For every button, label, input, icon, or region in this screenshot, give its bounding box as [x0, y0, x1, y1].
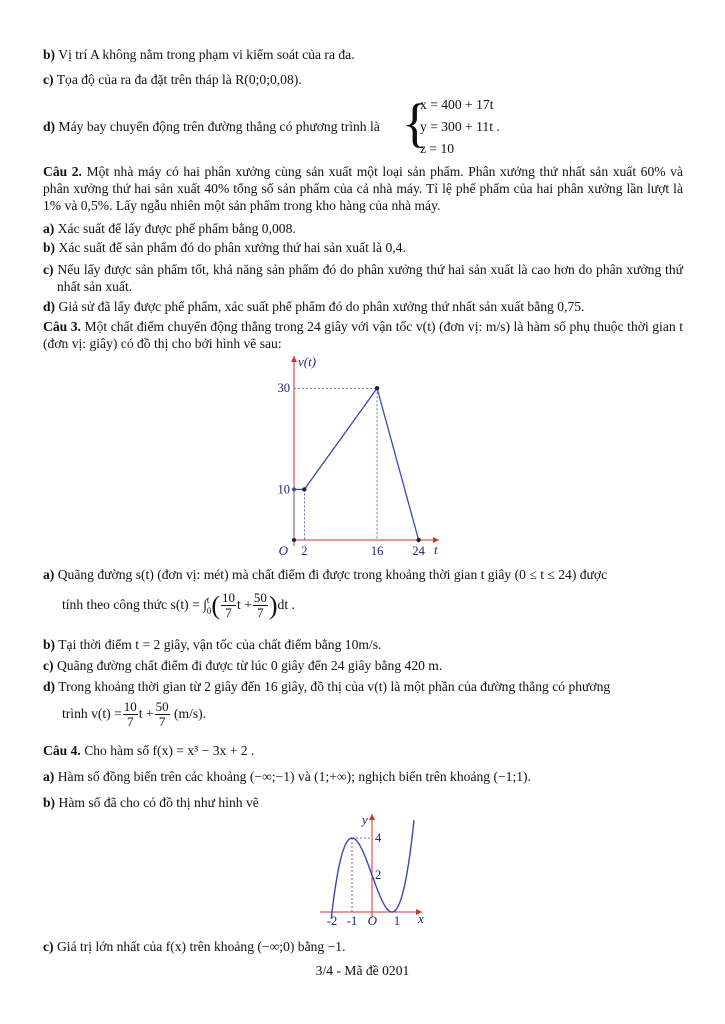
fraction-2 [155, 700, 170, 729]
question-label: Câu 2. [43, 164, 82, 179]
q2-item-d [43, 298, 683, 315]
fraction-numerator: 10 [222, 590, 236, 606]
q3-item-a-line1 [43, 566, 683, 583]
cubic-graph [310, 812, 430, 930]
item-label: b) [43, 240, 56, 255]
formula-suffix: (m/s). [174, 706, 207, 721]
item-text: Quãng đường chất điểm đi được từ lúc 0 giây đến 24 giây bằng 420 m. [56, 658, 443, 673]
item-label: d) [43, 119, 56, 134]
y-tick-label: 2 [375, 868, 382, 882]
system-eq-2-text: y = 300 + 11t [420, 119, 493, 134]
fraction-numerator: 50 [155, 699, 169, 715]
origin-label: O [367, 913, 377, 928]
y-axis-label: y [362, 812, 368, 827]
item-text: Nếu lấy được sản phẩm tốt, khả năng sản phẩm đó do phân xưởng thứ hai sản xuất là cao hơn do phân xưởng thứ nhất sản xuất. [57, 262, 683, 294]
item-label: c) [43, 658, 54, 673]
fraction-denominator: 7 [158, 714, 166, 730]
chart-series [331, 820, 414, 919]
q3-item-c [43, 657, 683, 674]
q1-item-b [43, 46, 683, 63]
page-footer: 3/4 - Mã đề 0201 [315, 963, 410, 978]
integral-lower: 0 [206, 605, 212, 616]
q3-item-a-line2 [62, 590, 683, 621]
y-tick-label: 10 [277, 482, 290, 497]
q4-stem [43, 742, 683, 759]
q4-item-b [43, 794, 683, 811]
origin-label: O [278, 543, 288, 558]
x-axis-label: x [418, 911, 424, 926]
fraction-numerator: 50 [253, 590, 267, 606]
chart-guides [294, 388, 419, 540]
q3-stem [43, 318, 683, 352]
question-stem: Cho hàm số f(x) = x³ − 3x + 2 . [84, 743, 255, 758]
formula-suffix: dt . [277, 597, 295, 612]
question-stem: Một nhà máy có hai phân xưởng cùng sản xuất một loại sản phẩm. Phân xưởng thứ nhất sản xuất 60% và phân xưởng thứ hai sản xuất 40% tổng số sản phẩm của cả nhà máy. Tỉ lệ phế phẩm của hai phân xưởng lần lượt là 1% và 0,5%. Lấy ngẫu nhiên một sản phẩm trong kho hàng của nhà máy. [43, 164, 683, 213]
y-axis-arrow [291, 356, 297, 362]
data-point [375, 386, 379, 390]
y-axis-label: v(t) [298, 354, 317, 369]
data-point [302, 487, 306, 491]
system-brace: { [402, 93, 428, 153]
item-text: Tọa độ của ra đa đặt trên tháp là R(0;0;0,08). [56, 72, 302, 87]
y-axis-arrow [369, 814, 375, 820]
x-tick-label: 24 [412, 544, 425, 558]
item-label: b) [43, 795, 56, 810]
system-end: . [496, 119, 500, 134]
q2-stem [43, 163, 683, 214]
chart-axes [291, 356, 439, 546]
item-text: Xác suất để lấy được phế phẩm bằng 0,008. [57, 221, 296, 236]
item-text: Giá trị lớn nhất của f(x) trên khoảng (−∞;0) bằng −1. [56, 939, 346, 954]
formula-prefix: trình v(t) = [62, 706, 122, 721]
item-label: d) [43, 299, 56, 314]
item-label: c) [43, 72, 54, 87]
fraction-1 [123, 700, 138, 729]
system-eq-2 [420, 118, 683, 135]
fraction-denominator: 7 [257, 605, 264, 621]
x-tick-label: 2 [301, 544, 308, 558]
item-label: a) [43, 769, 55, 784]
formula-prefix: tính theo công thức s(t) = ∫ [62, 597, 207, 612]
x-tick-label: -1 [346, 914, 358, 928]
y-tick-label: 4 [375, 831, 382, 845]
question-label: Câu 4. [43, 743, 81, 758]
q2-item-a [43, 220, 683, 237]
item-label: d) [43, 679, 56, 694]
chart-series [292, 386, 421, 542]
formula-mid: t + [138, 706, 154, 721]
item-label: b) [43, 637, 56, 652]
item-label: a) [43, 567, 55, 582]
paren-left: ( [211, 590, 221, 620]
item-text: Máy bay chuyển động trên đường thẳng có phương trình là [58, 119, 380, 134]
formula-mid: t + [237, 597, 252, 612]
item-text: Hàm số đồng biến trên các khoảng (−∞;−1) và (1;+∞); nghịch biến trên khoảng (−1;1). [57, 769, 531, 784]
fraction-denominator: 7 [225, 605, 232, 621]
q3-item-d-line1 [43, 678, 683, 695]
integral-upper: t [206, 594, 210, 605]
question-stem: Một chất điểm chuyển động thẳng trong 24 giây với vận tốc v(t) (đơn vị: m/s) là hàm số phụ thuộc thời gian t (đơn vị: giây) có đồ thị cho bởi hình vẽ sau: [43, 319, 683, 351]
q4-item-a [43, 768, 683, 785]
chart-labels [327, 812, 424, 928]
chart-labels [278, 354, 439, 558]
item-text: Xác suất để sản phẩm đó do phân xưởng thứ hai sản xuất là 0,4. [58, 240, 406, 255]
q4-item-c [43, 938, 683, 955]
q3-item-b [43, 636, 683, 653]
x-axis-label: t [434, 542, 438, 557]
series-line [304, 388, 418, 540]
q2-item-b [43, 239, 683, 256]
item-label: c) [43, 939, 54, 954]
item-text: Vị trí A không nằm trong phạm vi kiểm soát của ra đa. [58, 47, 355, 62]
q3-item-d-line2 [62, 699, 683, 729]
item-text: Trong khoảng thời gian từ 2 giây đến 16 giây, đồ thị của v(t) là một phần của đường thẳng có phương [58, 679, 611, 694]
item-text: Tại thời điểm t = 2 giây, vận tốc của chất điểm bằng 10m/s. [58, 637, 382, 652]
question-label: Câu 3. [43, 319, 81, 334]
paren-right: ) [268, 590, 278, 620]
item-label: a) [43, 221, 55, 236]
fraction-numerator: 10 [123, 699, 137, 715]
x-tick-label: 16 [370, 544, 384, 558]
item-label: c) [43, 262, 54, 277]
x-tick-label: -2 [326, 914, 338, 928]
item-text: Quãng đường s(t) (đơn vị: mét) mà chất điểm đi được trong khoảng thời gian t giây (0 ≤ t ≤ 24) được [57, 567, 608, 582]
x-tick-label: 1 [393, 914, 401, 928]
data-point [416, 538, 420, 542]
item-text: Hàm số đã cho có đồ thị như hình vẽ [58, 795, 259, 810]
system-eq-1: x = 400 + 17t [420, 97, 494, 112]
chart-axes [320, 814, 422, 918]
velocity-chart [272, 352, 452, 562]
q1-item-c [43, 71, 683, 88]
system-eq-3: z = 10 [420, 141, 455, 156]
fraction-2 [253, 591, 268, 620]
function-curve [331, 820, 414, 919]
item-label: b) [43, 47, 56, 62]
q2-item-c [43, 261, 683, 295]
item-text: Giả sử đã lấy được phế phẩm, xác suất phế phẩm đó do phân xưởng thứ nhất sản xuất bằng 0,75. [58, 299, 585, 314]
y-tick-label: 30 [277, 381, 290, 396]
fraction-denominator: 7 [127, 714, 134, 730]
fraction-1 [221, 591, 236, 620]
